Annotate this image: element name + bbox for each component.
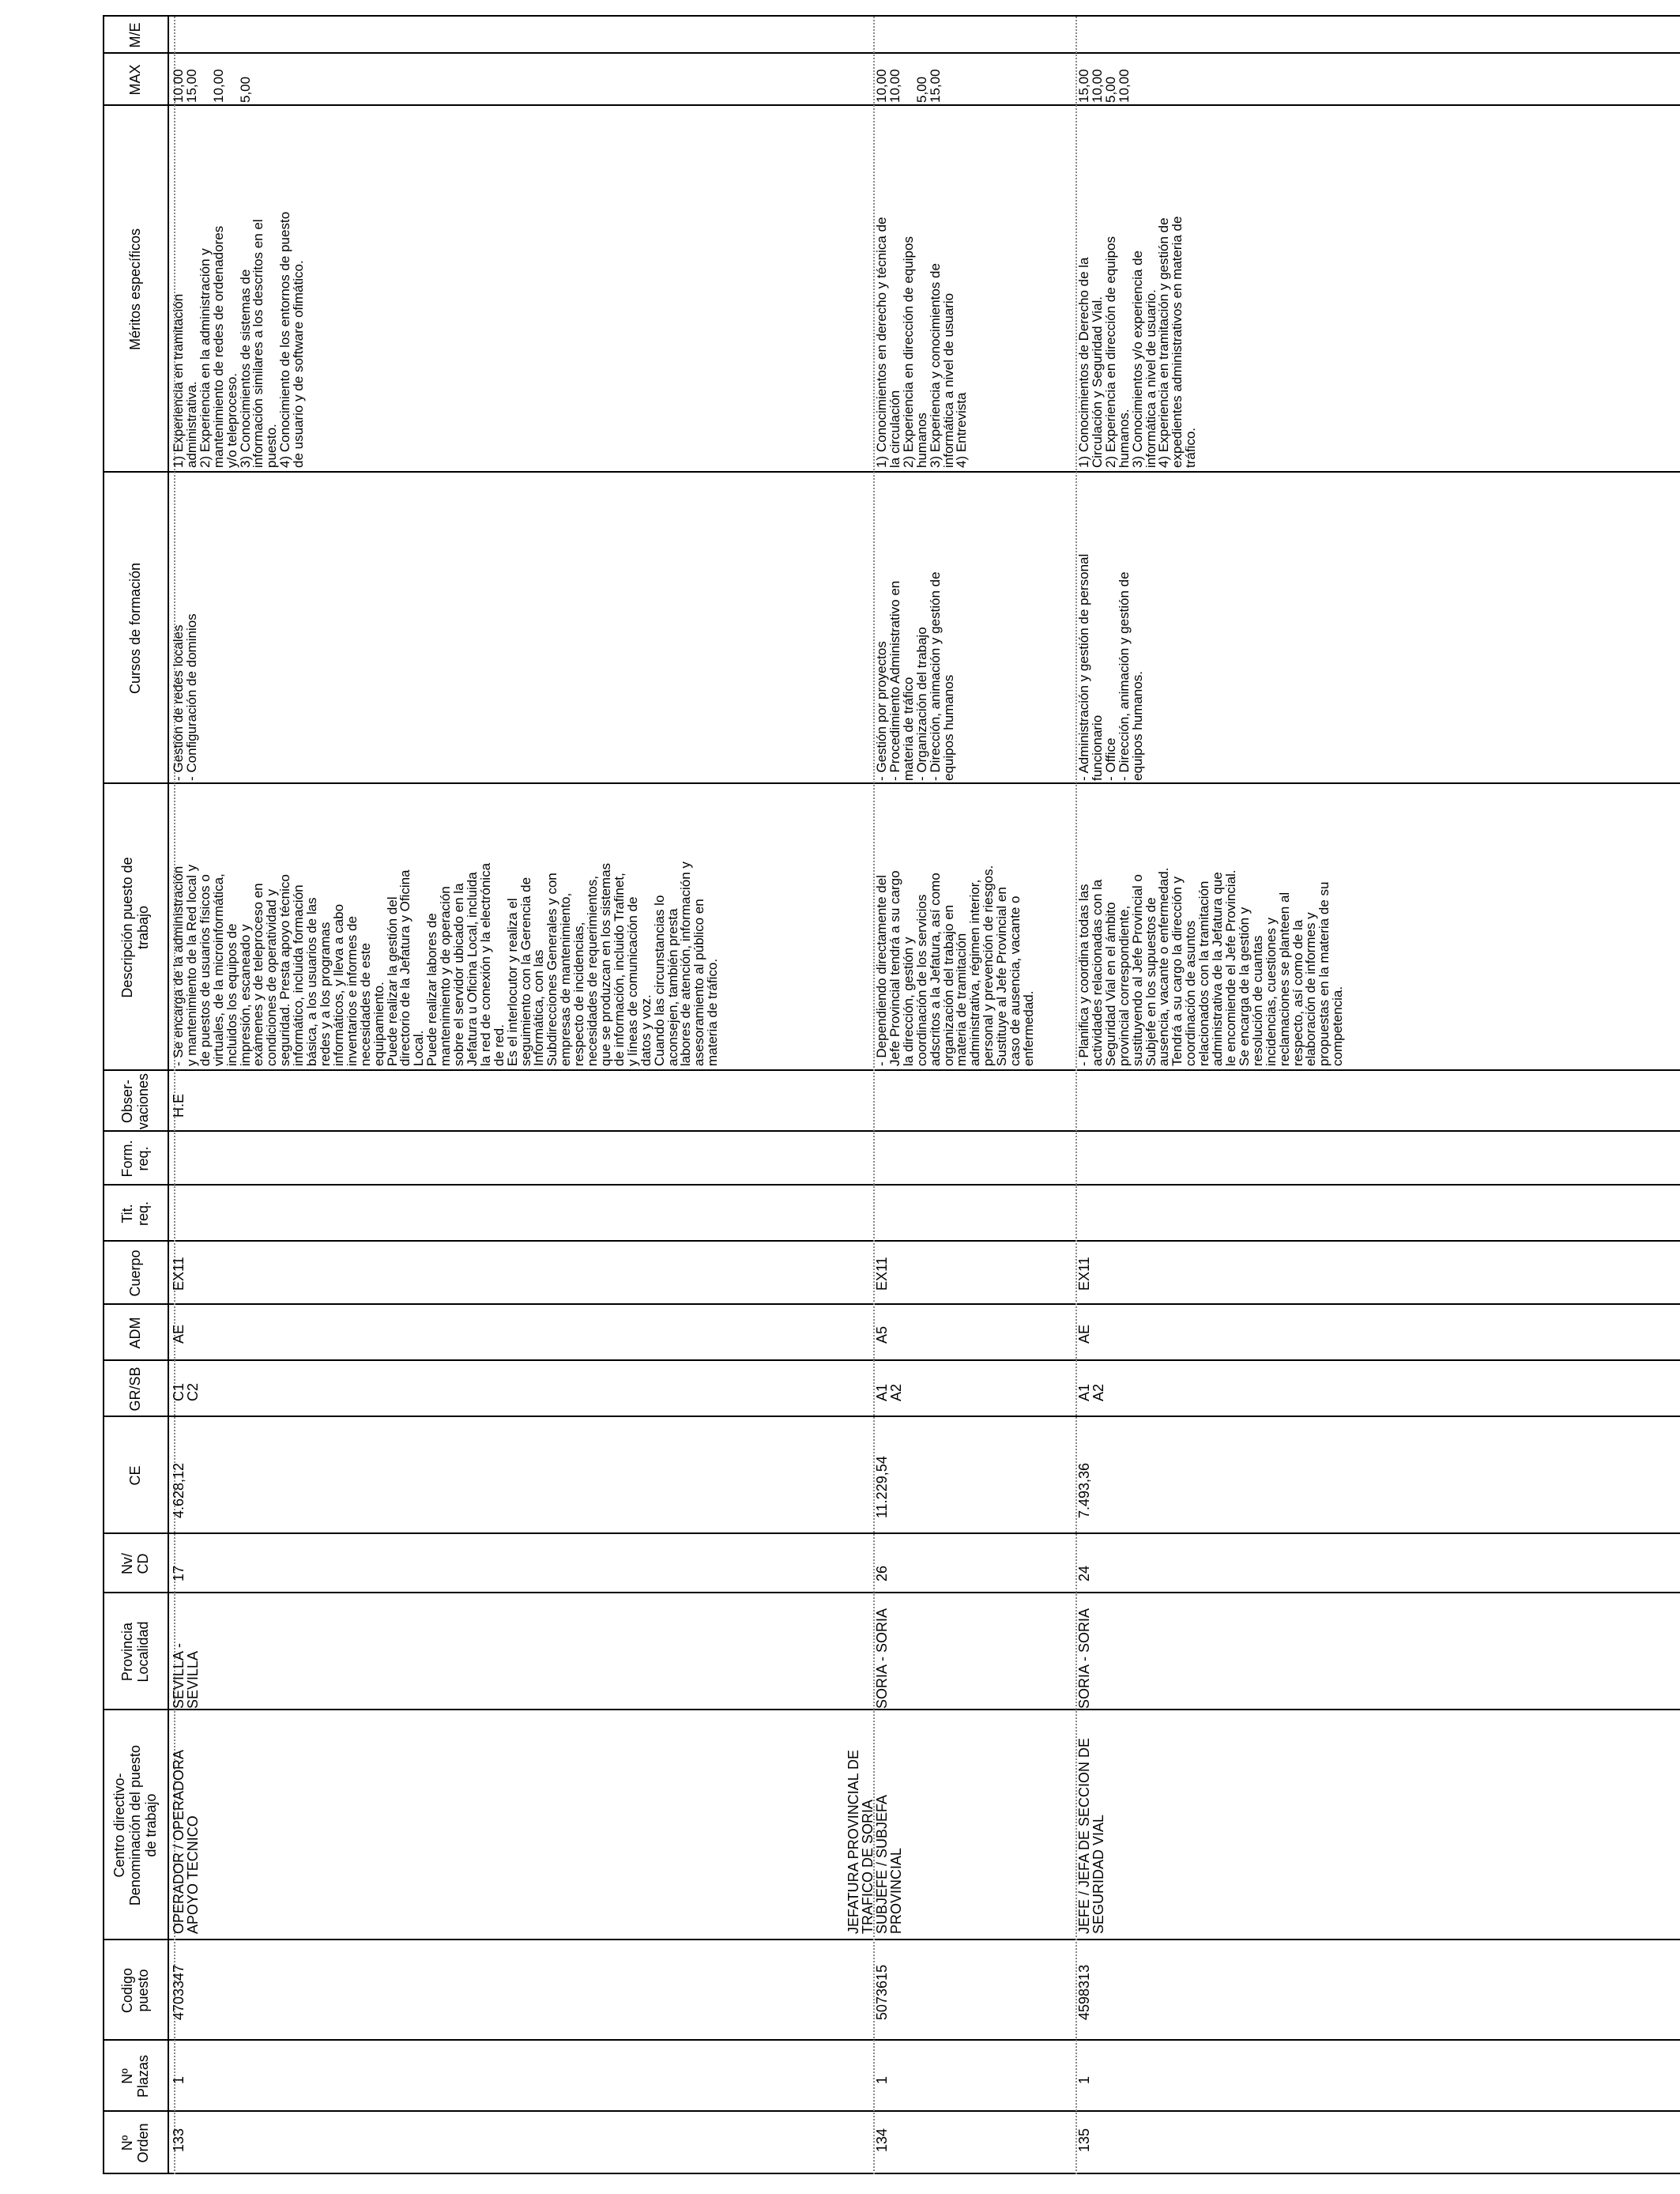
group-subgroup: C1 C2 [171,1382,201,1401]
specific-merits: 1) Conocimientos de Derecho de la Circulación y Seguridad Vial. 2) Experiencia en dirección de equipos humanos. 3) Conocimientos y/o experiencia de informática a nivel de usuario. 4) Experiencia en tramitación y gestión de expedientes administrativos en materia de tráfico. [1076,216,1199,468]
cuerpo-code: EX11 [1076,1257,1092,1291]
ce-amount: 4.628,12 [171,1462,186,1518]
ce-amount: 11.229,54 [874,1456,890,1518]
ce-amount: 7.493,36 [1076,1462,1092,1518]
header-meritos: Méritos específicos [127,228,143,351]
specific-merits: 1) Experiencia en tramitación administrativa. 2) Experiencia en la administración y mantenimiento de redes de ordenadores y/o teleproceso. 3) Conocimientos de sistemas de información similares a los descritos en el puesto. 4) Conocimiento de los entornos de puesto de usuario y de software ofimático. [171,211,307,468]
job-title: OPERADOR / OPERADORA APOYO TECNICO [171,1749,201,1934]
column-divider [103,471,1680,473]
order-number: 135 [1076,2128,1092,2152]
header-codigo: Codigo puesto [119,1967,151,2014]
observations: H.E [171,1093,186,1118]
header-me: M/E [127,22,143,48]
column-divider [103,1240,1680,1242]
directive-center: JEFATURA PROVINCIAL DE TRAFICO DE SORIA [846,1749,876,1934]
max-points: 15,00 10,00 5,00 10,00 [1076,69,1132,103]
header-ce: CE [127,1465,143,1486]
header-observaciones: Obser- vaciones [119,1072,151,1130]
cuerpo-code: EX11 [171,1257,186,1291]
column-divider [103,1592,1680,1593]
job-code: 4598313 [1076,1964,1092,2020]
header-provincia: Provincia Localidad [119,1621,151,1683]
column-divider [103,2110,1680,2112]
column-divider [103,15,1680,17]
column-divider [103,1416,1680,1417]
plazas-count: 1 [171,2075,186,2084]
province-locality: SORIA - SORIA [1076,1608,1092,1709]
column-divider [103,1532,1680,1534]
job-code: 5073615 [874,1964,890,2020]
column-divider [103,1709,1680,1710]
adm-code: A5 [874,1325,890,1344]
job-title: SUBJEFE / SUBJEFA PROVINCIAL [874,1794,904,1934]
adm-code: AE [1076,1324,1092,1344]
header-nivel: Nv/ CD [119,1553,151,1574]
adm-code: AE [171,1324,186,1344]
province-locality: SORIA - SORIA [874,1608,890,1709]
max-points: 10,00 10,00 5,00 15,00 [874,69,943,103]
order-number: 134 [874,2128,890,2152]
level-cd: 26 [874,1565,890,1581]
header-titulacion: Tit. req. [119,1201,151,1227]
level-cd: 24 [1076,1565,1092,1581]
cuerpo-code: EX11 [874,1257,890,1291]
column-divider [103,1303,1680,1305]
group-subgroup: A1 A2 [874,1383,904,1401]
header-formacion: Form. req. [119,1140,151,1178]
job-code: 4703347 [171,1964,186,2020]
province-locality: SEVILLA - SEVILLA [171,1642,201,1709]
column-divider [103,2039,1680,2041]
training-courses: - Gestión por proyectos - Procedimiento Administrativo en materia de tráfico - Organización del trabajo - Dirección, animación y gestión de equipos humanos [874,571,956,781]
column-divider [103,1130,1680,1132]
column-divider [103,2173,1680,2174]
group-subgroup: A1 A2 [1076,1383,1106,1401]
column-divider [103,1939,1680,1940]
specific-merits: 1) Conocimientos en derecho y técnica de la circulación 2) Experiencia en dirección de equipos humanos 3) Experiencia y conocimientos de informática a nivel de usuario 4) Entrevista [874,217,970,468]
job-description: - Dependiendo directamente del Jefe Provincial tendrá a su cargo la dirección, gestión y coordinación de los servicios adscritos a la Jefatura, así como organización del trabajo en materia de tramitación administrativa, régimen interior, personal y prevención de riesgos. Sustituye al Jefe Provincial en caso de ausencia, vacante o enfermedad. [874,865,1036,1066]
header-descripcion: Descripción puesto de trabajo [119,857,151,998]
header-adm: ADM [127,1317,143,1349]
max-points: 10,00 15,00 10,00 5,00 [171,69,253,103]
order-number: 133 [171,2128,186,2152]
job-description: - Planifica y coordina todas las actividades relacionadas con la Seguridad Vial en el ámbito provincial correspondiente, sustituyendo al Jefe Provincial o Subjefe en los supuestos de ausencia, vacante o enfermedad. Tendrá a su cargo la dirección y coordinación de asuntos relacionados con la tramitación administrativa de la Jefatura que le encomiende el Jefe Provincial. Se encarga de la gestión y resolución de cuantas incidencias, cuestiones y reclamaciones se planteen al respecto, así como de la elaboración de informes y propuestas en la materia de su competencia. [1076,867,1346,1066]
header-centro: Centro directivo- Denominación del puesto de trabajo [111,1744,159,1906]
header-cuerpo: Cuerpo [127,1250,143,1297]
header-orden: Nº Orden [119,2123,151,2163]
job-description: - Se encarga de la administración y mantenimiento de la Red local y de puestos de usuarios físicos o virtuales, de la microinformática, incluidos los equipos de impresión, escaneado y exámenes y de teleproceso en condiciones de operatividad y seguridad. Presta apoyo técnico informático, incluida formación básica, a los usuarios de las redes y a los programas informáticos, y lleva a cabo inventarios e informes de necesidades de este equipamiento. Puede realizar la gestión del directorio de la Jefatura y Oficina Local. Puede realizar labores de mantenimiento y de operación sobre el servidor ubicado en la Jefatura u Oficina Local, incluida la red de conexión y la electrónica de red. Es el interlocutor y realiza el seguimiento con la Gerencia de Informática, con las Subdirecciones Generales y con empresas de mantenimiento, respecto de incidencias, necesidades de requerimientos, que se produzcan en los sistemas de información, incluido Trafinet, y líneas de comunicación de datos y voz. Cuando las circunstancias lo aconsejen, también presta labores de atención, información y asesoramiento al público en materia de tráfico. [171,861,721,1066]
plazas-count: 1 [874,2075,890,2084]
column-divider [103,1184,1680,1186]
level-cd: 17 [171,1565,186,1581]
column-divider [103,1359,1680,1361]
header-grupo: GR/SB [127,1367,143,1412]
header-plazas: Nº Plazas [119,2054,151,2098]
training-courses: - Gestión de redes locales - Configuración de dominios [171,613,199,781]
column-divider [103,104,1680,106]
header-max: MAX [127,64,143,96]
job-title: JEFE / JEFA DE SECCION DE SEGURIDAD VIAL [1076,1737,1106,1934]
header-cursos: Cursos de formación [127,562,143,695]
column-divider [103,1069,1680,1071]
training-courses: - Administración y gestión de personal funcionario - Office - Dirección, animación y gestión de equipos humanos. [1076,553,1145,781]
plazas-count: 1 [1076,2075,1092,2084]
row-rule [168,15,169,2174]
